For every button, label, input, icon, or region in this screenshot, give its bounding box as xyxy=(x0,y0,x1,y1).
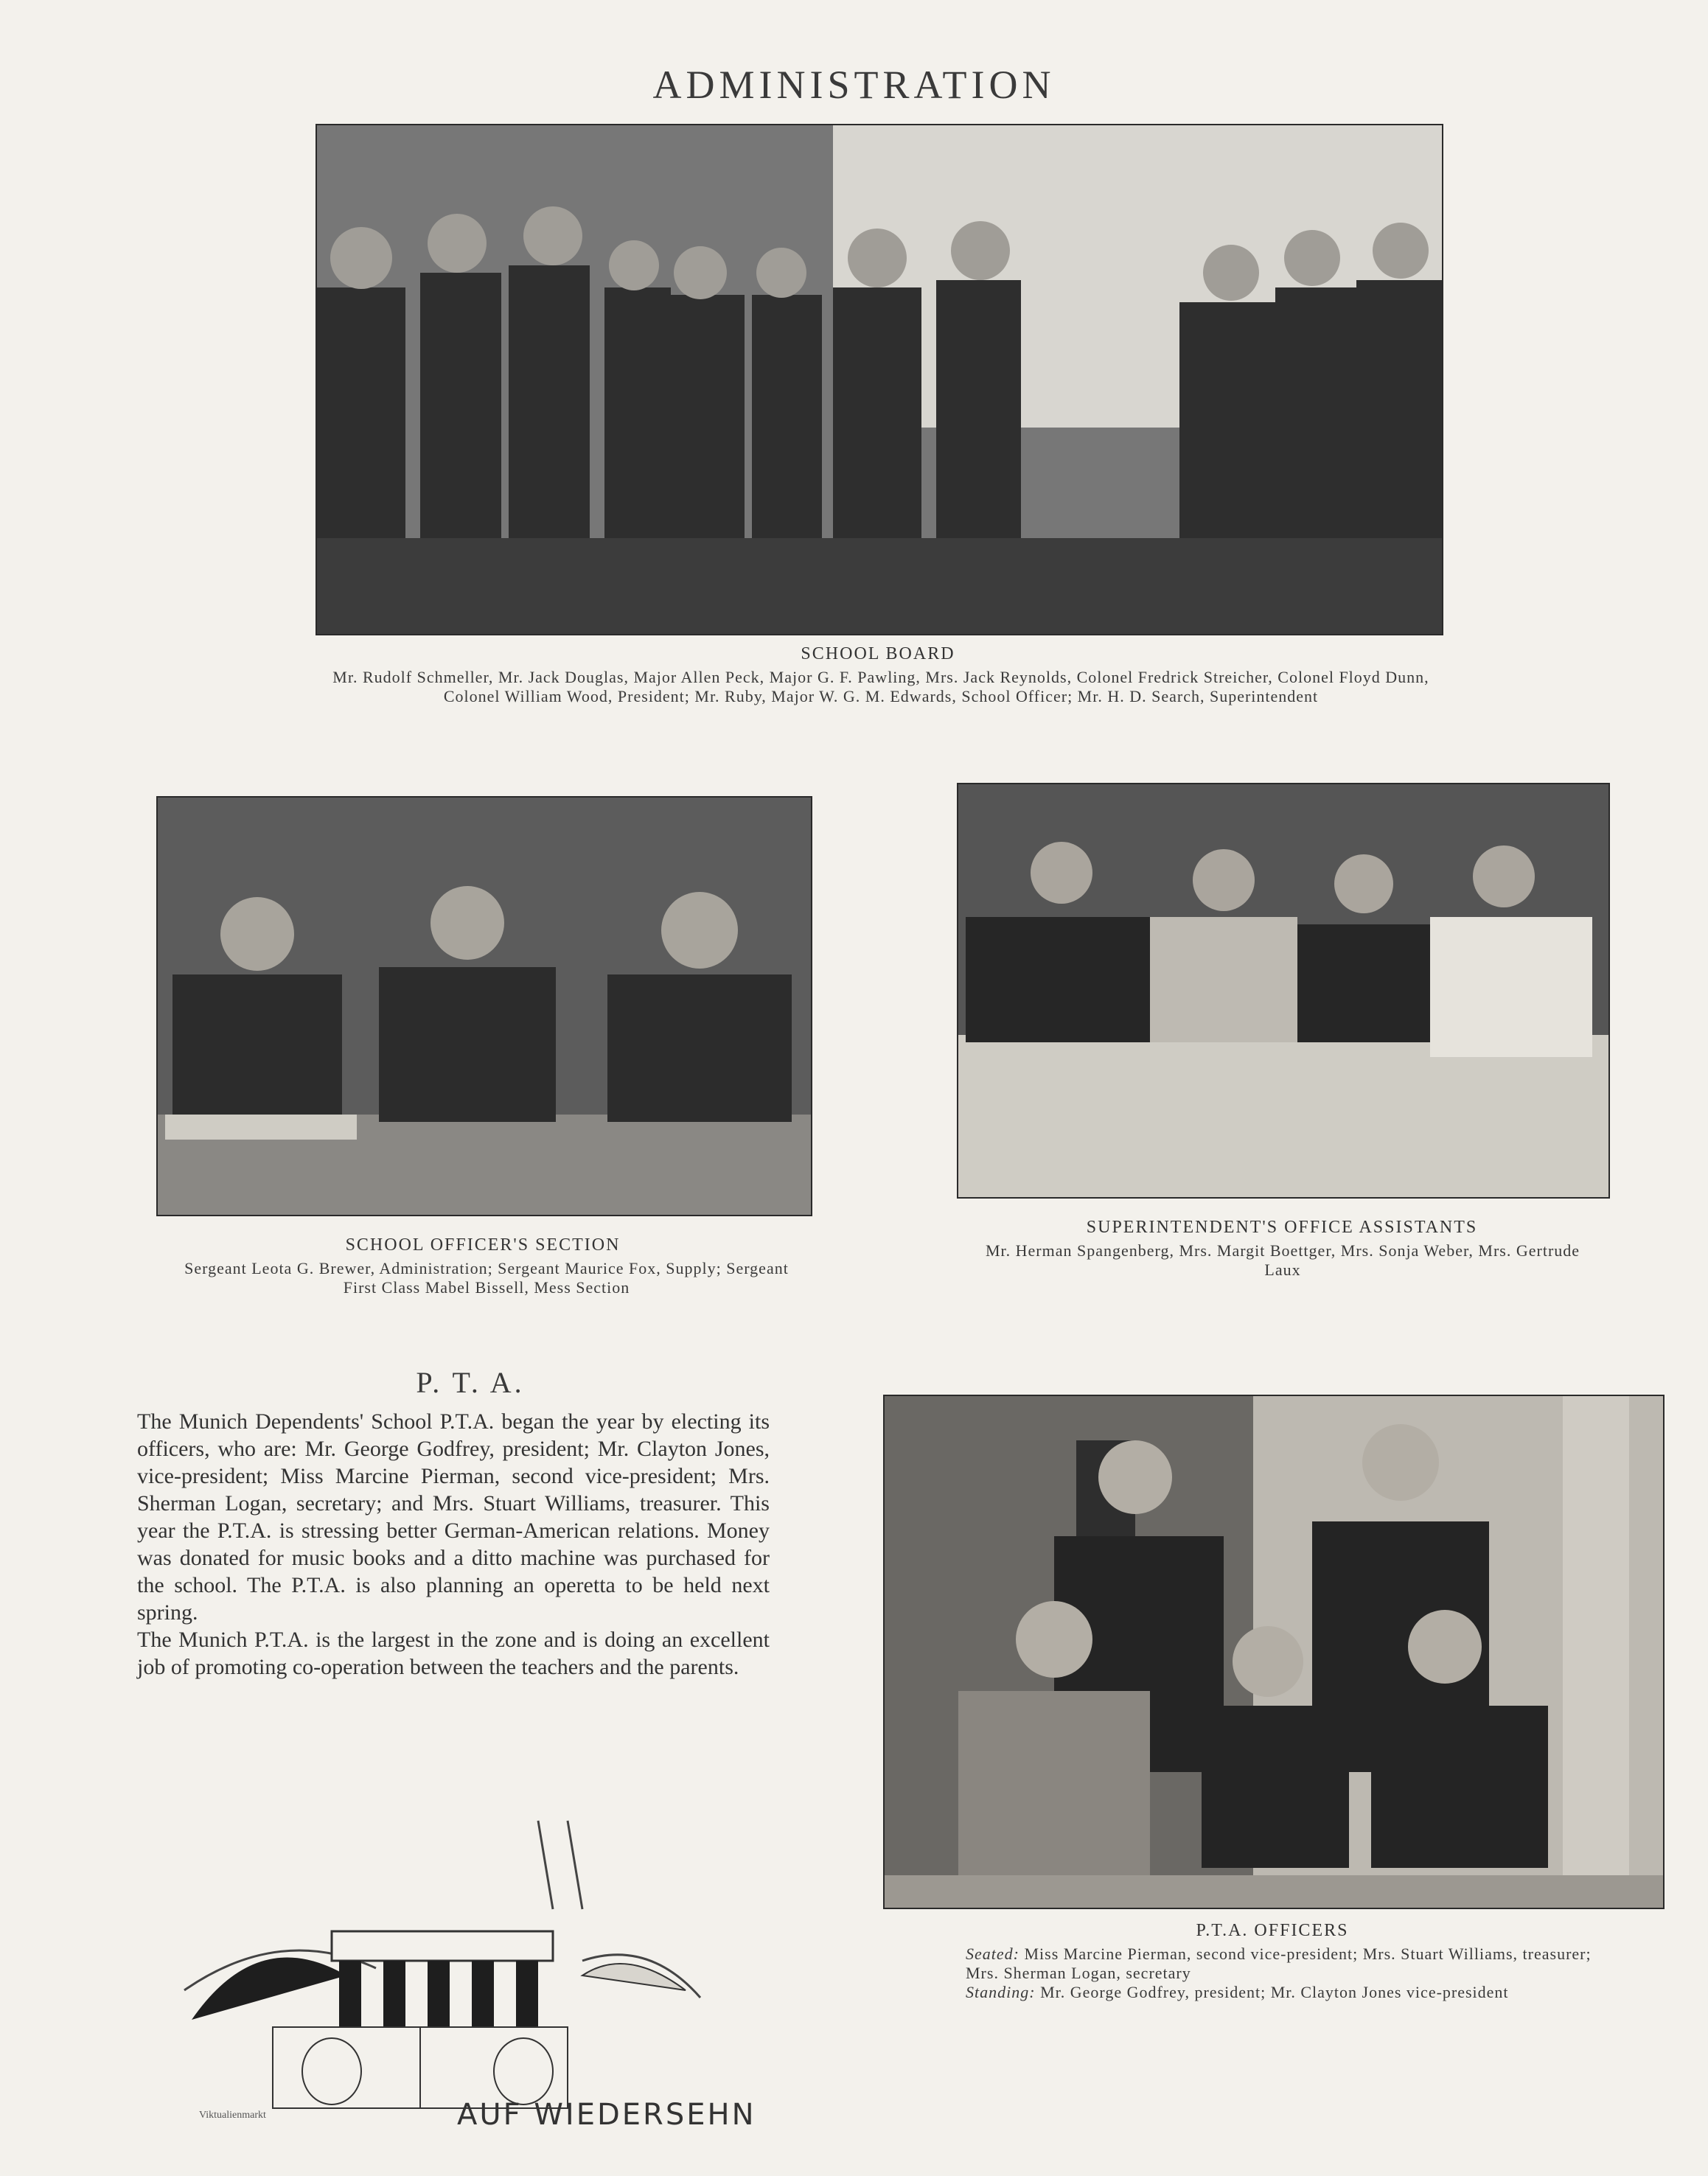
pta-body xyxy=(137,1408,770,1681)
page-title: ADMINISTRATION xyxy=(652,63,1056,107)
pta-officers-standing-line xyxy=(966,1983,1607,2002)
pta-officers-seated-line xyxy=(966,1945,1607,1983)
sketch-signature: AUF WIEDERSEHN xyxy=(457,2098,756,2132)
market-sketch xyxy=(170,1806,759,2130)
pta-paragraph-1: The Munich Dependents' School P.T.A. began the year by electing its officers, who are: Mr. George Godfrey, president; Mr. Clayton Jones, vice-president; Miss Marcine Pierman, second vice-president; Mrs. Sherman Logan, secretary; and Mrs. Stuart Williams, treasurer. This year the P.T.A. is stressing better German-American relations. Money was donated for music books and a ditto machine was purchased for the school. The P.T.A. is also planning an operetta to be held next spring. xyxy=(137,1409,770,1625)
school-board-caption-title: SCHOOL BOARD xyxy=(801,644,955,663)
pta-officers-photo xyxy=(883,1395,1665,1909)
school-officers-caption-text: Sergeant Leota G. Brewer, Administration; Sergeant Maurice Fox, Supply; Sergeant First Class Mabel Bissell, Mess Section xyxy=(184,1259,789,1297)
school-board-photo xyxy=(316,124,1443,635)
pta-officers-caption-title: P.T.A. OFFICERS xyxy=(1196,1921,1349,1940)
superintendent-office-caption-title: SUPERINTENDENT'S OFFICE ASSISTANTS xyxy=(1086,1218,1478,1237)
standing-label: Standing: xyxy=(966,1983,1036,2001)
school-officers-photo xyxy=(156,796,812,1216)
superintendent-office-photo xyxy=(957,783,1610,1199)
school-board-caption-text: Mr. Rudolf Schmeller, Mr. Jack Douglas, Major Allen Peck, Major G. F. Pawling, Mrs. Jack Reynolds, Colonel Fredrick Streicher, Colonel Floyd Dunn, Colonel William Wood, President; Mr. Ruby, Major W. G. M. Edwards, School Officer; Mr. H. D. Search, Superintendent xyxy=(332,668,1429,705)
seated-text: Miss Marcine Pierman, second vice-president; Mrs. Stuart Williams, treasurer; Mrs. Sherman Logan, secretary xyxy=(966,1945,1592,1982)
superintendent-office-caption-text: Mr. Herman Spangenberg, Mrs. Margit Boettger, Mrs. Sonja Weber, Mrs. Gertrude Laux xyxy=(985,1241,1580,1279)
pta-officers-caption xyxy=(966,1945,1607,2002)
sketch-corner-label: Viktualienmarkt xyxy=(199,2110,266,2121)
market-sketch-drawing xyxy=(170,1806,759,2130)
school-officers-caption-title: SCHOOL OFFICER'S SECTION xyxy=(345,1235,621,1255)
pta-paragraph-2: The Munich P.T.A. is the largest in the zone and is doing an excellent job of promoting co-operation between the teachers and the parents. xyxy=(137,1628,770,1679)
standing-text: Mr. George Godfrey, president; Mr. Clayton Jones vice-president xyxy=(1040,1983,1509,2001)
pta-title: P. T. A. xyxy=(416,1366,525,1399)
seated-label: Seated: xyxy=(966,1945,1019,1963)
